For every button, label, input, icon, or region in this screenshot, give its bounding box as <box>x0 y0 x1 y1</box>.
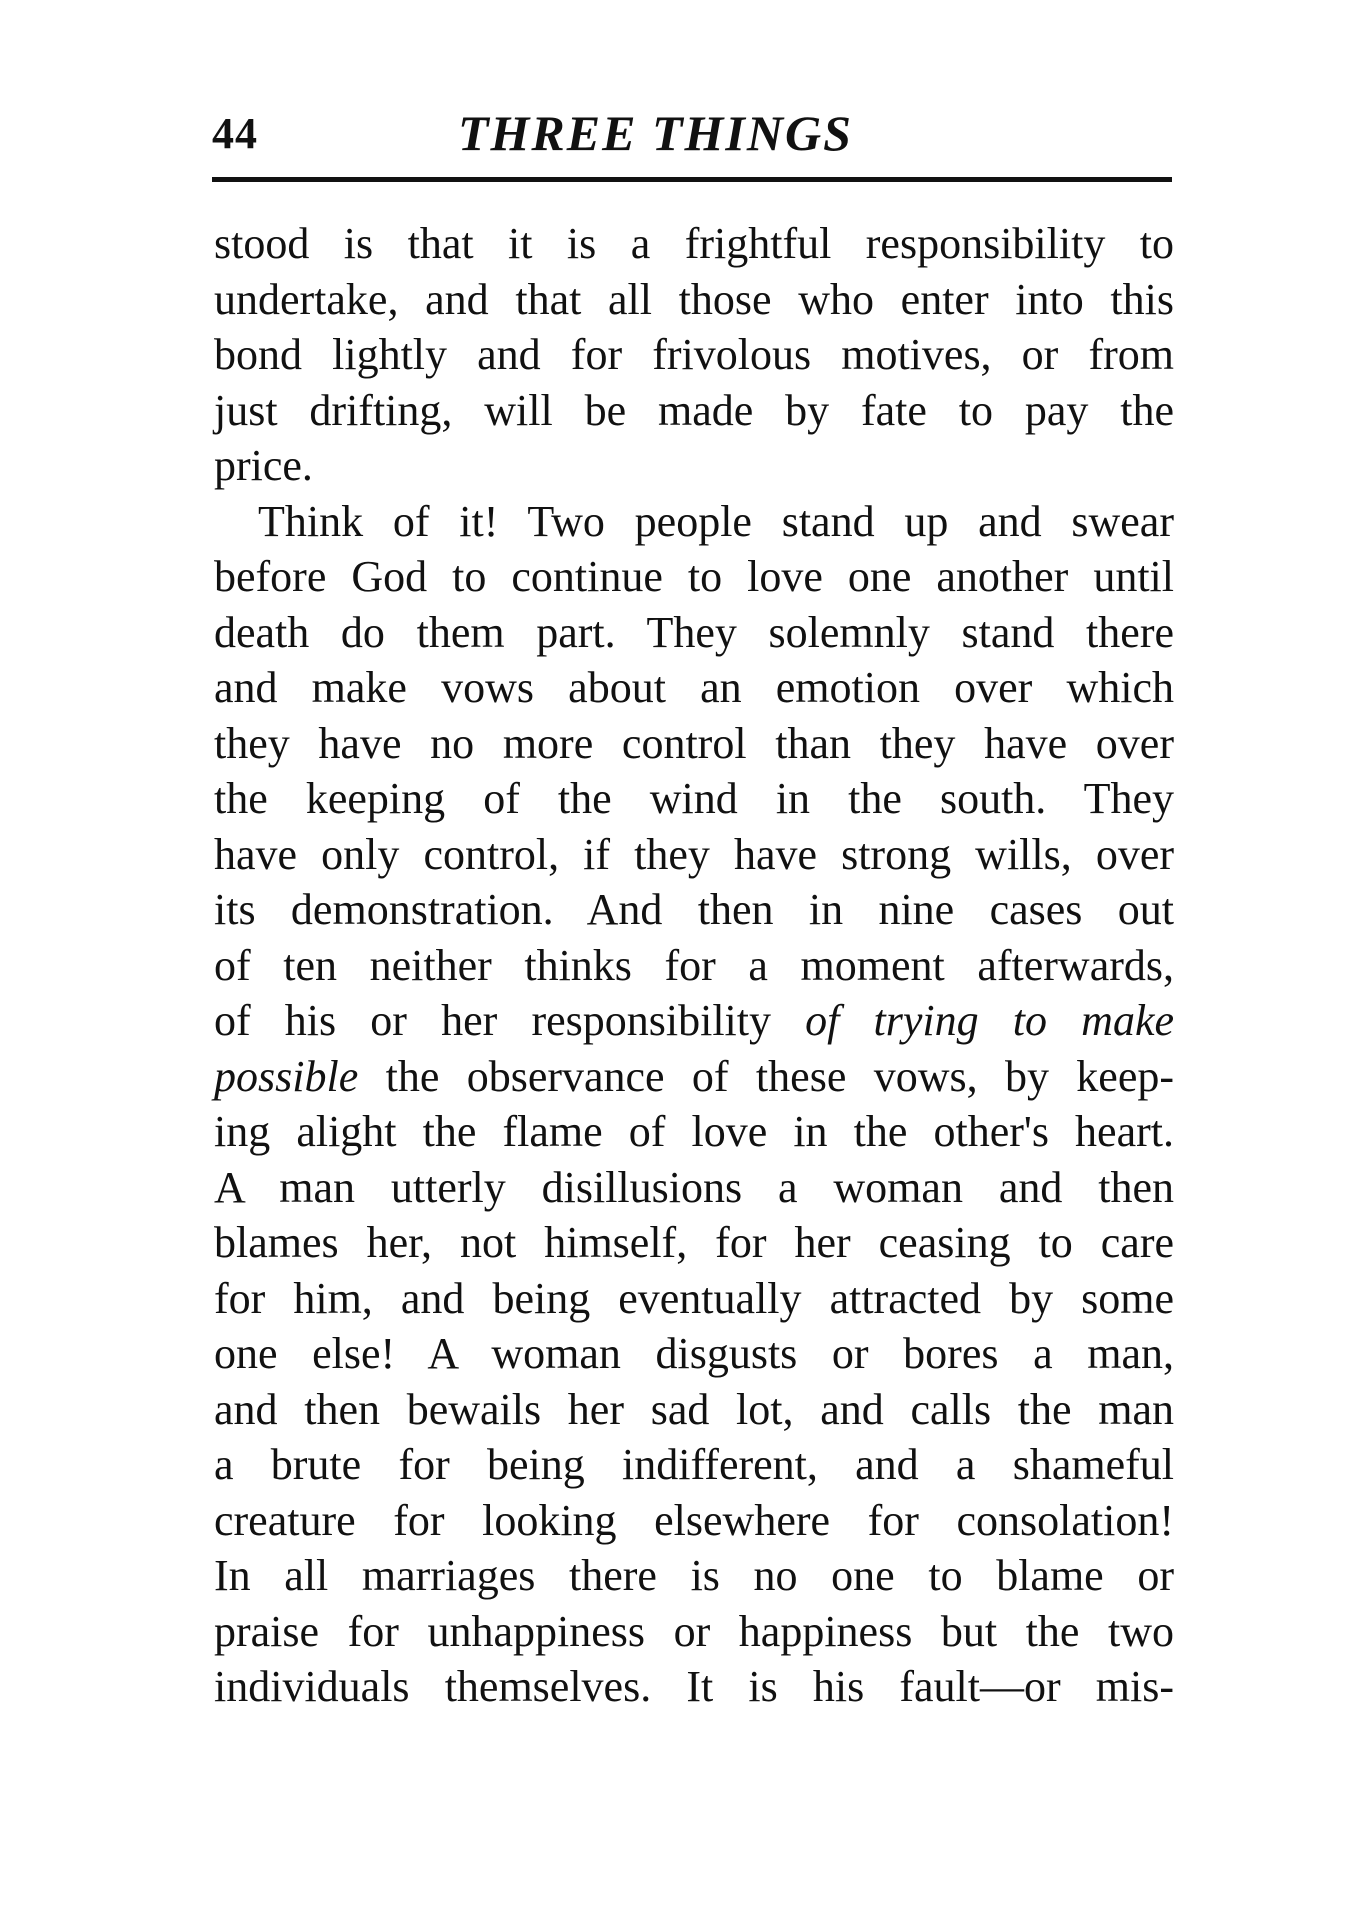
text-line: Think of it! Two people stand up and swear <box>258 496 1174 546</box>
text-line: they have no more control than they have over <box>214 718 1174 768</box>
text-line: individuals themselves. It is his fault—or mis- <box>214 1662 1174 1711</box>
text-line: and make vows about an emotion over which <box>214 663 1174 712</box>
text-line: just drifting, will be made by fate to pay the <box>214 385 1174 435</box>
text-line <box>214 993 1174 1049</box>
text-line: In all marriages there is no one to blame or <box>214 1551 1174 1600</box>
text-line: before God to continue to love one another until <box>214 552 1174 601</box>
text-line: stood is that it is a frightful responsibility to <box>214 219 1174 268</box>
text-line: death do them part. They solemnly stand there <box>214 607 1174 657</box>
text-line: A man utterly disillusions a woman and then <box>214 1162 1174 1212</box>
text-line: and then bewails her sad lot, and calls the man <box>214 1384 1174 1434</box>
header-rule <box>212 177 1172 182</box>
text-line: have only control, if they have strong wills, over <box>214 829 1174 879</box>
text-line: its demonstration. And then in nine cases out <box>214 885 1174 934</box>
text-line: undertake, and that all those who enter into this <box>214 274 1174 324</box>
text-line: ing alight the flame of love in the other's heart. <box>214 1107 1174 1156</box>
text-line: creature for looking elsewhere for consolation! <box>214 1495 1174 1545</box>
running-title: THREE THINGS <box>458 105 853 161</box>
text-line <box>214 1049 1174 1105</box>
text-line: the keeping of the wind in the south. They <box>214 774 1174 823</box>
text-line: of ten neither thinks for a moment afterwards, <box>214 940 1174 990</box>
text-line: a brute for being indifferent, and a shameful <box>214 1440 1174 1489</box>
running-head <box>212 100 1172 170</box>
text-line: one else! A woman disgusts or bores a man, <box>214 1329 1174 1378</box>
text-line: price. <box>214 441 313 490</box>
text-line: praise for unhappiness or happiness but the two <box>214 1606 1174 1656</box>
text-line: bond lightly and for frivolous motives, or from <box>214 330 1174 379</box>
text-line: for him, and being eventually attracted by some <box>214 1273 1174 1323</box>
italic-segment: possible <box>214 1051 359 1101</box>
text-segment: of his or her responsibility <box>214 996 771 1045</box>
page-number: 44 <box>212 109 258 158</box>
italic-segment: of trying to make <box>805 996 1174 1045</box>
text-segment: the observance of these vows, by keep- <box>385 1051 1174 1101</box>
text-line: blames her, not himself, for her ceasing to care <box>214 1218 1174 1267</box>
body-text <box>214 216 1174 1715</box>
